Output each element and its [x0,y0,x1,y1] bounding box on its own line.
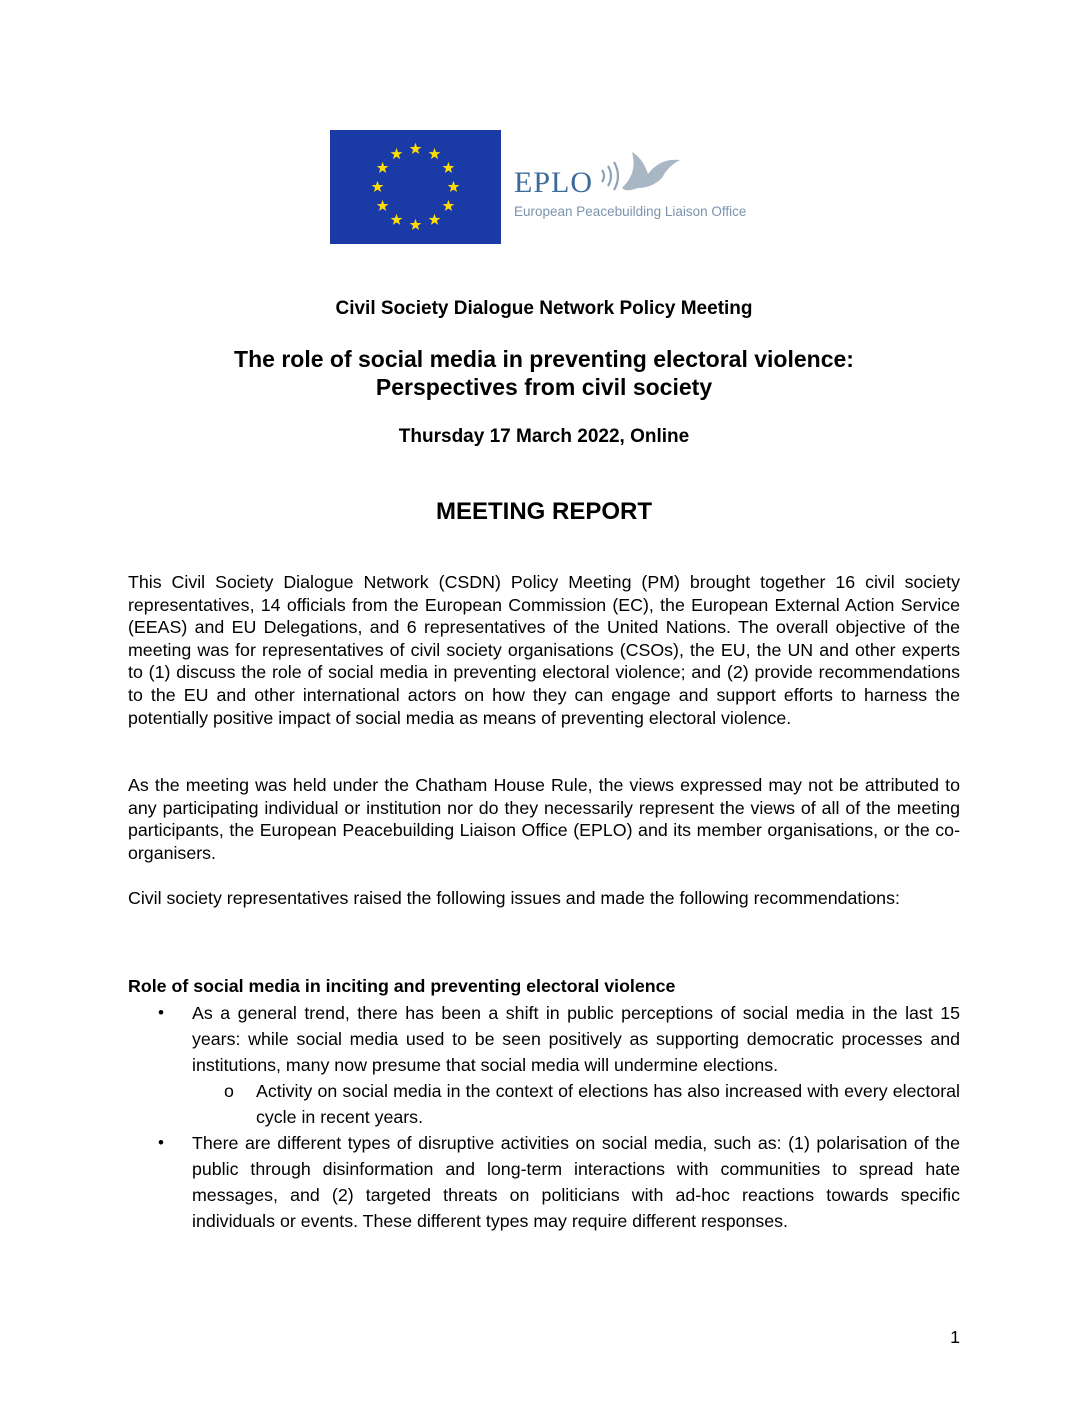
eu-star-icon [377,162,389,173]
eu-star-icon [410,219,422,230]
eu-star-icon [377,200,389,211]
eu-star-icon [391,214,403,225]
sub-list-item [192,1078,960,1130]
chatham-house-paragraph: As the meeting was held under the Chatham House Rule, the views expressed may not be attributed to any participating individual or institution nor do they necessarily represent the views of all of the meeting participants, the European Peacebuilding Liaison Office (EPLO) and its member organisations, or the co-organisers. [128,775,960,863]
meeting-date: Thursday 17 March 2022, Online [398,426,690,447]
eu-star-icon [429,214,441,225]
eu-star-icon [372,181,384,192]
sub-bullet-icon [224,1078,234,1104]
page-number: 1 [950,1327,960,1347]
bullet-icon [158,1130,164,1156]
sub-bullet-text: Activity on social media in the context of elections has also increased with every electoral cycle in recent years. [256,1081,960,1127]
title-line-1: The role of social media in preventing electoral violence: [234,346,854,372]
eu-star-icon [443,200,455,211]
eu-star-icon [443,162,455,173]
list-item [128,1000,960,1078]
title-line-2: Perspectives from civil society [375,374,713,400]
bullet-text: There are different types of disruptive activities on social media, such as: (1) polarisation of the public through disinformation and long-term interactions with communities to spread hate messages, and (2) targeted threats on politicians with ad-hoc reactions towards specific individuals or events. These different types may require different responses. [192,1133,960,1231]
bullet-text: As a general trend, there has been a shift in public perceptions of social media in the last 15 years: while social media used to be seen positively as supporting democratic processes and institutions, many now presume that social media will undermine elections. [192,1003,960,1075]
network-title: Civil Society Dialogue Network Policy Meeting [335,298,753,319]
list-item [128,1130,960,1234]
recommendations-intro-paragraph: Civil society representatives raised the following issues and made the following recommendations: [128,888,900,908]
bullet-list [128,1000,960,1234]
eu-flag-logo [330,130,501,244]
document-title [128,345,960,401]
eu-star-icon [429,148,441,159]
report-heading: MEETING REPORT [435,498,652,525]
section-heading: Role of social media in inciting and preventing electoral violence [128,976,676,996]
eu-flag-stars-icon [330,130,501,244]
eplo-bird-icon [598,144,688,204]
bullet-icon [158,1000,164,1026]
eplo-logo [512,142,762,232]
eplo-wordmark: EPLO [514,166,593,199]
eu-star-icon [410,143,422,154]
eu-star-icon [448,181,460,192]
eu-star-icon [391,148,403,159]
intro-paragraph: This Civil Society Dialogue Network (CSDN) Policy Meeting (PM) brought together 16 civil society representatives, 14 officials from the European Commission (EC), the European External Action Service (EEAS) and EU Delegations, and 6 representatives of the United Nations. The overall objective of the meeting was for representatives of civil society organisations (CSOs), the EU, the UN and other experts to (1) discuss the role of social media in preventing electoral violence; and (2) provide recommendations to the EU and other international actors on how they can engage and support efforts to harness the potentially positive impact of social media as means of preventing electoral violence. [128,572,960,728]
eplo-subtitle: European Peacebuilding Liaison Office [514,204,747,219]
